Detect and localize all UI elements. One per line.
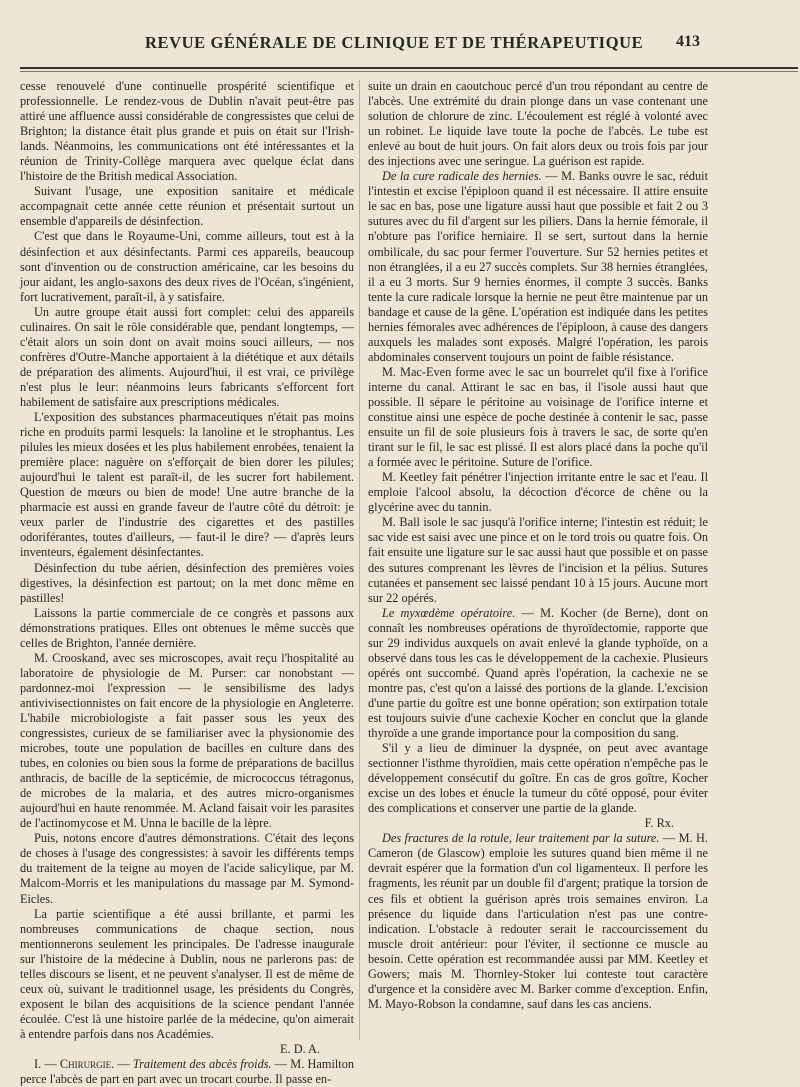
author-signature: E. D. A.: [280, 1042, 320, 1056]
author-signature: F. Rx.: [644, 816, 674, 831]
paragraph: Désinfection du tube aérien, désinfection des premières voies digestives, la désinfection est partout; on la met donc même en pastilles!: [20, 560, 354, 605]
page-number: 413: [676, 33, 700, 50]
section-paragraph: [368, 606, 708, 741]
paragraph: La partie scientifique a été aussi brillante, et parmi les nombreuses communications de chaque section, nous mentionnerons seulement les principales. De l'adresse inaugurale sur l'histoire de la médecine à Dublin, nous ne parlerons pas: de telles discours se lisent, et ne peuvent s'analyser. Il est de même de ceux où, suivant le traditionnel usage, les présidents du Congrès, exposent le bilan des acquisitions de la science pendant l'année écoulée. C'est là une histoire parlée de la médecine, qu'on aimerait à entendre parfois dans nos Académies.: [20, 906, 354, 1041]
column-divider: [359, 80, 360, 1040]
header-rule-thin: [20, 71, 798, 72]
paragraph-text: — M. Kocher (de Berne), dont on connaît les nombreuses opérations de thyroïdectomie, rapporte que sur 29 individus auxquels on avait enlevé la glande typhoïde, on a observé dans tous les cas le développement de la cachexie. Plusieurs opérés ont succombé. Quand après l'opération, la cachexie ne se montre pas, c'est qu'on a laissé des portions de la glande. L'excision d'une partie du goître est une bonne opération; son extirpation totale est toujours suivie d'une cachexie Kocher en conclut que la glande thyroïde a une grande importance pour la composition du sang.: [368, 605, 709, 741]
paragraph-text: — M. H. Cameron (de Glascow) emploie les sutures quand bien même il ne devrait espérer que la formation d'un col ligamenteux. Il perfore les fragments, les réunit par un double fil d'argent; pratique la torsion de ces fils et obtient la guérison après trois semaines environ. La présence du liquide dans l'articulation n'est pas une contre-indication. L'obstacle à redouter serait le raccourcissement du muscle droit antérieur: pour l'éviter, il sectionne ce muscle au besoin. Cette opération est recommandée aussi par MM. Keetley et Gowers; mais M. Thornley-Stoker lui conteste tout caractère d'urgence et la considère avec M. Barker comme d'exception. Enfin, M. Mayo-Robson la condamne, sauf dans les cas anciens.: [368, 831, 708, 1011]
paragraph: Laissons la partie commerciale de ce congrès et passons aux démonstrations pratiques. Elles ont obtenues le même succès que celles de Brighton, l'année dernière.: [20, 605, 354, 650]
article-title: Des fractures de la rotule, leur traitement par la suture.: [382, 831, 660, 846]
header-rule: [20, 67, 798, 69]
paragraph: suite un drain en caoutchouc percé d'un trou répondant au centre de l'abcès. Une extrémité du drain plonge dans un vase contenant une solution de chlorure de zinc. L'écoulement est réglé à volonté avec un robinet. Le liquide lave toute la poche de l'abcès. Le tube est enlevé au bout de huit jours. On fait alors deux ou trois fois par jour des injections avec une seringue. La guérison est rapide.: [368, 79, 708, 169]
section-heading: I. — Chirurgie. —: [34, 1057, 133, 1072]
page-header: [0, 33, 800, 63]
section-paragraph: [20, 1057, 354, 1087]
article-title: De la cure radicale des hernies.: [382, 169, 542, 184]
paragraph: C'est que dans le Royaume-Uni, comme ailleurs, tout est à la désinfection et aux désinfectants. Parmi ces appareils, beaucoup sont d'invention ou de construction américaine, car les besoins du jour aidant, les anglo-saxons des deux rives de l'Océan, s'ingénient, fort lucrativement, paraît-il, à y satisfaire.: [20, 229, 354, 304]
right-column: [368, 79, 708, 1012]
section-paragraph: [368, 831, 708, 1012]
article-title: Traitement des abcès froids.: [132, 1057, 272, 1072]
paragraph-text: — M. Hamilton perce l'abcès de part en part avec un trocart courbe. Il passe en-: [20, 1057, 354, 1087]
paragraph: Suivant l'usage, une exposition sanitaire et médicale accompagnait cette année cette réunion et présentait surtout un ensemble d'appareils de désinfection.: [20, 184, 354, 229]
paragraph: M. Keetley fait pénétrer l'injection irritante entre le sac et l'eau. Il emploie l'alcool absolu, la décoction d'écorce de chêne ou la glycérine avec du tannin.: [368, 470, 708, 515]
paragraph: cesse renouvelé d'une continuelle prospérité scientifique et professionnelle. Le rendez-vous de Dublin n'avait peut-être pas attiré une affluence aussi considérable de congressistes que celui de Brighton; la distance était plus grande et puis on était sur l'Irish-lands. Néanmoins, les communications ont été intéressantes et la réunion de Trinity-Collège marquera avec quelque éclat dans l'histoire de the British medical Association.: [20, 79, 354, 184]
paragraph: Un autre groupe était aussi fort complet: celui des appareils culinaires. On sait le rôle considérable que, pendant longtemps, — c'était alors un soin dont on avait moins souci ailleurs, — nos confrères d'Outre-Manche apportaient à la diététique et aux détails de préparation des aliments. Aujourd'hui, il est vrai, ce privilège n'est plus le leur: néanmoins leurs fabricants s'efforcent fort habilement de satisfaire aux prescriptions médicales.: [20, 304, 354, 409]
paragraph: M. Ball isole le sac jusqu'à l'orifice interne; l'intestin est réduit; le sac vide est saisi avec une pince et on le tord trois ou quatre fois. On fait ensuite une ligature sur le sac aussi haut que possible et on passe des sutures comprenant les lèvres de l'incision et la pélius. Sutures cutanées et pansement sec laissé pendant 10 à 15 jours. Aucune mort sur 22 opérés.: [368, 515, 708, 605]
paragraph: S'il y a lieu de diminuer la dyspnée, on peut avec avantage sectionner l'isthme thyroïdien, mais cette opération n'empêche pas le développement consécutif du goître. En cas de gros goître, Kocher excise un des lobes et énucle la tumeur du côté opposé, pour éviter des complications et conserver une partie de la glande.: [368, 741, 708, 816]
paragraph: L'exposition des substances pharmaceutiques n'était pas moins riche en produits parmi lesquels: la lanoline et le strophantus. Les pilules les mieux dosées et les plus habilement enrobées, tenaient la première place: naguère on s'efforçait de bien dorer les pilules; aujourd'hui le talent est paraît-il, de les sucrer fort habilement. Question de mœurs ou bien de mode! Une autre branche de la pharmacie est aussi en grande faveur de l'autre côté du détroit: je veux parler de l'industrie des cigarettes et des pastilles odoriférantes, toutes d'ailleurs, — faut-il le dire? — d'après leurs inventeurs, également désinfectantes.: [20, 410, 354, 560]
paragraph: M. Crooskand, avec ses microscopes, avait reçu l'hospitalité au laboratoire de physiologie de M. Purser: car nonobstant — pardonnez-moi l'expression — le sensibilisme des ladys antivivisectionnistes on fait encore de la physiologie en Angleterre. L'habile microbiologiste a fait passer sous les yeux des congressistes, curieux de se familiariser avec la physionomie des microbes, toute une population de bacilles en culture dans des tubes, en colonies ou bien sous la forme de préparations de bacillus anthracis, de bacille de la septicémie, de micrococcus tétragonus, de microbes de la malaria, et des autres micro-organismes aujourd'hui en haute renommée. M. Acland faisait voir les parasites de l'actinomycose et M. Unna le bacille de la lèpre.: [20, 650, 354, 831]
paragraph: Puis, notons encore d'autres démonstrations. C'était des leçons de choses à l'usage des congressistes: à savoir les différents temps du traitement de la teigne au moyen de l'acide salicylique, par M. Malcom-Morris et les manipulations du massage par M. Symond-Eicles.: [20, 831, 354, 906]
journal-title: REVUE GÉNÉRALE DE CLINIQUE ET DE THÉRAPEUTIQUE: [145, 33, 644, 52]
article-title: Le myxœdème opératoire.: [382, 605, 516, 620]
section-paragraph: [368, 169, 708, 365]
left-column: [20, 79, 354, 1087]
paragraph: M. Mac-Even forme avec le sac un bourrelet qu'il fixe à l'orifice interne du canal. Attirant le sac en bas, il l'isole aussi haut que possible. Il sépare le péritoine au voisinage de l'orifice interne et constitue ainsi une espèce de poche destinée à contenir le sac, passe ensuite un fil de soie plusieurs fois à travers le sac, de sorte qu'en tirant sur le fil, le sac est plissé. Il est alors placé dans la poche qu'il a formée avec le péritoine. Suture de l'orifice.: [368, 364, 708, 470]
paragraph-text: — M. Banks ouvre le sac, réduit l'intestin et excise l'épiploon quand il est nécessaire. Il attire ensuite le sac en bas, pose une ligature aussi haut que possible et fait 2 ou 3 sutures avec du fil d'argent sur les piliers. Dans la hernie fémorale, il n'obture pas l'orifice herniaire. Il se sert, surtout dans la hernie ombilicale, du sac pour fermer l'ouverture. Sur 52 hernies petites et non étranglées, il a eu 27 succès complets. Sur 38 hernies étranglées, il a eu 3 morts. Sur 9 hernies énormes, il compte 3 succès. Banks tente la cure radicale lorsque la hernie ne peut être maintenue par un bandage et cause de la gêne. L'opération est indiquée dans les petites hernies fémorales avec adhérences de l'épiploon, à cause des dangers auxquels les malades sont exposés. Malgré l'opération, les parois abdominales conservent toujours un point de faible résistance.: [368, 169, 708, 364]
